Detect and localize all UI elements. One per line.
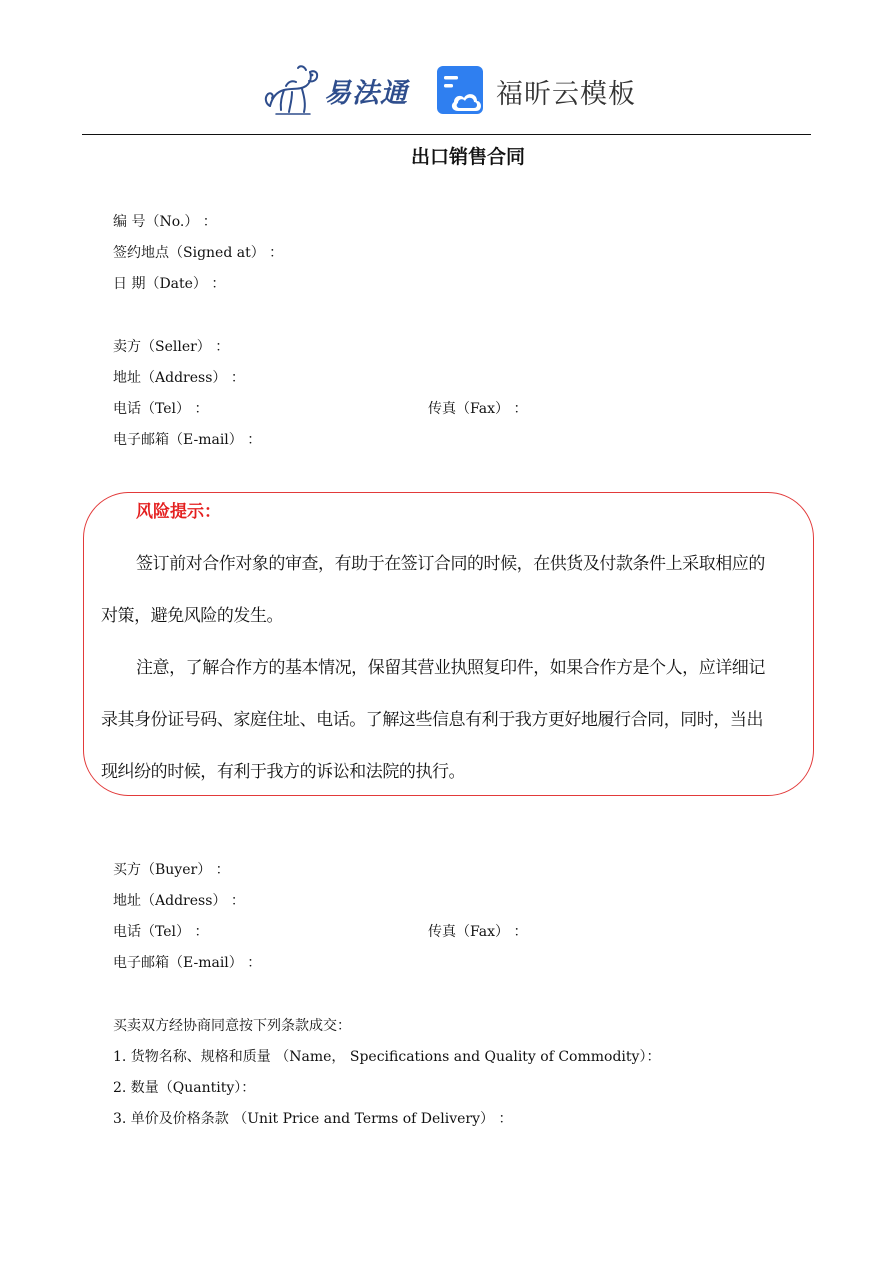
yifatong-logo — [262, 62, 412, 118]
terms-item: 3. 单价及价格条款 （Unit Price and Terms of Delivery） ： — [113, 1111, 513, 1127]
seller-address-field: 地址（Address） ： — [113, 370, 245, 386]
risk-notice-box — [83, 492, 814, 796]
buyer-tel-field: 电话（Tel） ： — [113, 924, 209, 940]
terms-item: 2. 数量（Quantity）： — [113, 1080, 256, 1096]
buyer-address-field: 地址（Address） ： — [113, 893, 245, 909]
terms-item: 1. 货物名称、规格和质量 （Name， Specifications and Quality of Commodity）： — [113, 1049, 661, 1065]
foxit-cloud-template-logo — [436, 64, 636, 118]
buyer-email-field: 电子邮箱（E-mail） ： — [113, 955, 262, 971]
date-field: 日 期（Date） ： — [113, 276, 226, 292]
seller-fax-field: 传真（Fax） ： — [428, 401, 528, 417]
yifatong-logo-text: 易法通 — [324, 77, 408, 109]
page-header — [0, 58, 893, 124]
terms-intro: 买卖双方经协商同意按下列条款成交： — [113, 1018, 351, 1034]
foxit-cloud-template-text: 福昕云模板 — [496, 78, 636, 110]
buyer-name-field: 买方（Buyer） ： — [113, 862, 230, 878]
seller-tel-field: 电话（Tel） ： — [113, 401, 209, 417]
risk-notice-line: 签订前对合作对象的审查，有助于在签订合同的时候，在供货及付款条件上采取相应的 — [136, 554, 765, 574]
risk-notice-line: 对策，避免风险的发生。 — [101, 606, 284, 626]
page-title: 出口销售合同 — [410, 146, 525, 168]
risk-notice-title: 风险提示： — [136, 502, 221, 522]
header-divider — [82, 134, 811, 135]
qilin-emblem-icon — [262, 62, 322, 118]
risk-notice-line: 录其身份证号码、家庭住址、电话。了解这些信息有利于我方更好地履行合同，同时，当出 — [101, 710, 763, 730]
signed-at-field: 签约地点（Signed at） ： — [113, 245, 284, 261]
risk-notice-line: 现纠纷的时候，有利于我方的诉讼和法院的执行。 — [101, 762, 466, 782]
contract-number-field: 编 号（No.） ： — [113, 214, 217, 230]
risk-notice-line: 注意，了解合作方的基本情况，保留其营业执照复印件，如果合作方是个人，应详细记 — [136, 658, 765, 678]
seller-email-field: 电子邮箱（E-mail） ： — [113, 432, 262, 448]
cloud-document-icon — [436, 65, 486, 117]
buyer-fax-field: 传真（Fax） ： — [428, 924, 528, 940]
seller-name-field: 卖方（Seller） ： — [113, 339, 230, 355]
